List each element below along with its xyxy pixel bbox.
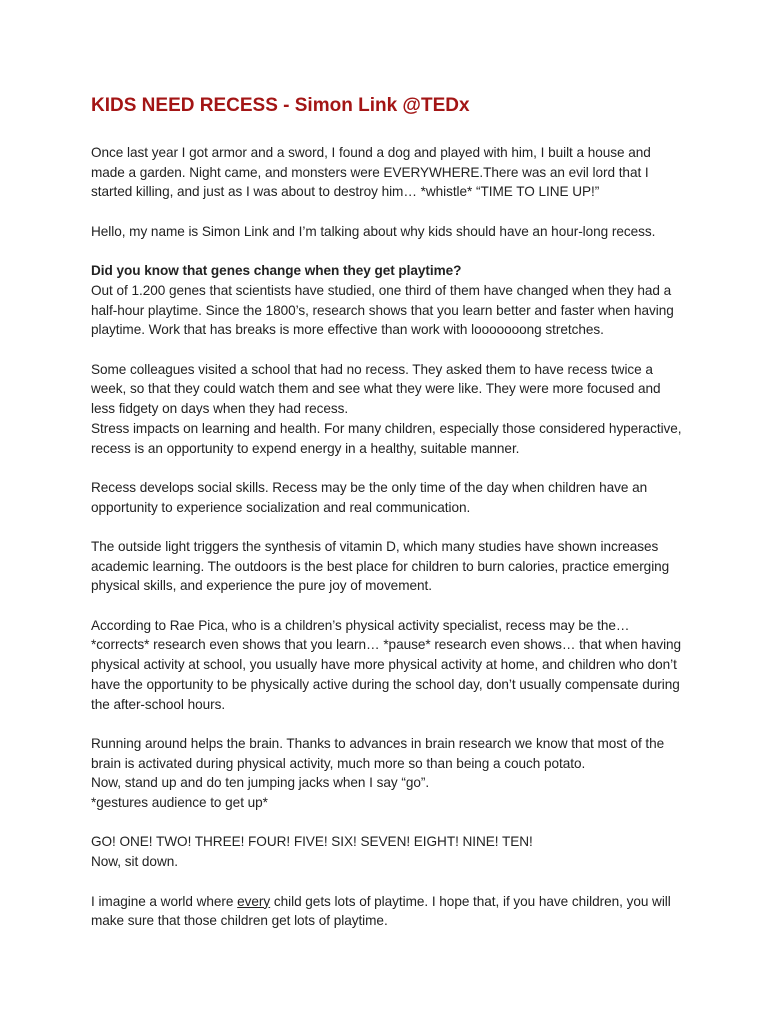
paragraph-genes-body: Out of 1.200 genes that scientists have studied, one third of them have changed when they had a half-hour playtime. Since the 1800’s, research shows that you learn better and faster when having playtime. Work that has breaks is more effective than work with looooooong stretches. [91, 282, 674, 338]
paragraph-intro-story: Once last year I got armor and a sword, I found a dog and played with him, I built a house and made a garden. Night came, and monsters were EVERYWHERE.There was an evil lord that I started killing, and just as I was about to destroy him… *whistle* “TIME TO LINE UP!” [91, 145, 651, 200]
paragraph-school-study [91, 360, 683, 459]
paragraph-brain-b: Now, stand up and do ten jumping jacks when I say “go”. [91, 775, 430, 791]
document-title: KIDS NEED RECESS - Simon Link @TEDx [91, 95, 470, 116]
paragraph-rae-pica-a: According to Rae Pica, who is a children’s physical activity specialist, recess may be the… [91, 617, 630, 633]
paragraph-social-skills: Recess develops social skills. Recess may be the only time of the day when children have an opportunity to experience socialization and real communication. [91, 479, 648, 515]
conclusion-emphasis: every [237, 893, 271, 909]
paragraph-conclusion [91, 892, 683, 931]
paragraph-vitamin-d: The outside light triggers the synthesis of vitamin D, which many studies have shown increases academic learning. The outdoors is the best place for children to burn calories, practice emerging physical skills, and experience the pure joy of movement. [91, 538, 670, 594]
paragraph-jumping-jacks-a: GO! ONE! TWO! THREE! FOUR! FIVE! SIX! SEVEN! EIGHT! NINE! TEN! [91, 834, 533, 850]
paragraph-jumping-jacks [91, 832, 683, 871]
paragraph-brain-c: *gestures audience to get up* [91, 795, 268, 811]
paragraph-school-study-a: Some colleagues visited a school that had no recess. They asked them to have recess twice a week, so that they could watch them and see what they were like. They were more focused and less fidgety on days when they had recess. [91, 361, 661, 417]
paragraph-school-study-b: Stress impacts on learning and health. For many children, especially those considered hyperactive, recess is an opportunity to expend energy in a healthy, suitable manner. [91, 420, 682, 456]
conclusion-text-start: I imagine a world where [91, 893, 238, 909]
document-page [91, 94, 683, 951]
paragraph-rae-pica [91, 616, 683, 715]
section-heading-genes: Did you know that genes change when they get playtime? [91, 263, 462, 279]
paragraph-rae-pica-b: *corrects* research even shows that you learn… *pause* research even shows… that when having physical activity at school, you usually have more physical activity at home, and children who don’t have the opportunity to be physically active during the school day, don’t usually compensate during the after-school hours. [91, 637, 682, 712]
paragraph-brain-a: Running around helps the brain. Thanks to advances in brain research we know that most of the brain is activated during physical activity, much more so than being a couch potato. [91, 735, 665, 771]
conclusion-text-end: child gets lots of playtime. I hope that, if you have children, you will make sure that those children get lots of playtime. [91, 893, 671, 929]
paragraph-brain [91, 734, 683, 813]
paragraph-introduction: Hello, my name is Simon Link and I’m talking about why kids should have an hour-long recess. [91, 223, 656, 239]
paragraph-jumping-jacks-b: Now, sit down. [91, 854, 178, 870]
paragraph-genes [91, 261, 683, 340]
